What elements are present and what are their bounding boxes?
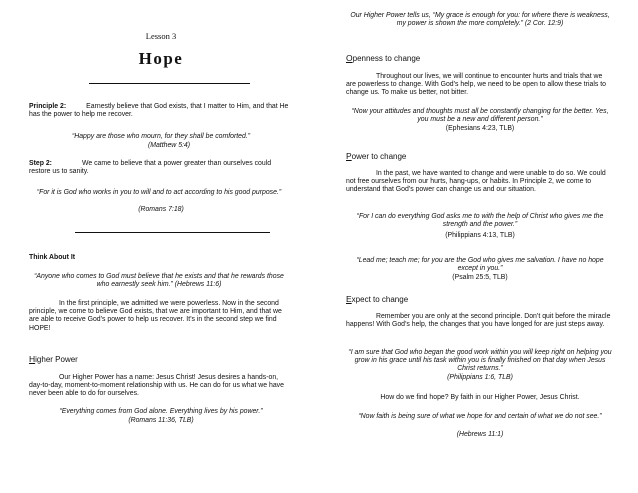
- title-rule: [89, 83, 250, 84]
- expect-quote: “I am sure that God who began the good work within you will keep right on helping you grow in his grace until his task within you is finally finished on that day when Jesus Christ returns.”: [348, 349, 612, 373]
- expect-ref-2: (Hebrews 11:1): [456, 431, 504, 438]
- expect-paragraph: Remember you are only at the second principle. Don’t quit before the miracle happens! With God’s help, the changes that you have longed for are just steps away.: [346, 313, 611, 329]
- power-heading: [346, 151, 406, 161]
- page-title: Hope: [138, 49, 184, 68]
- step-text: We came to believe that a power greater than ourselves could restore us to sanity.: [29, 160, 272, 176]
- higher-power-ref: (Romans 11:36, TLB): [128, 417, 194, 424]
- expect-ref: (Philippians 1:6, TLB): [447, 374, 513, 381]
- higher-power-quote: “Everything comes from God alone. Everything lives by his power.”: [59, 408, 263, 415]
- openness-initial: O: [346, 53, 353, 63]
- beatitude-quote: “Happy are those who mourn, for they shall be comforted.”: [71, 133, 251, 140]
- higher-power-heading-rest: igher Power: [35, 355, 78, 364]
- principle-2: [29, 103, 291, 119]
- power-initial: P: [346, 151, 352, 161]
- openness-paragraph: Throughout our lives, we will continue to encounter hurts and trials that we are powerless to change. With God’s help, we need to be open to allow these trials to change us. To make us better, not bitter.: [346, 73, 606, 97]
- power-heading-rest: ower to change: [351, 152, 407, 161]
- expect-initial: E: [346, 294, 352, 304]
- power-quote: “For I can do everything God asks me to with the help of Christ who gives me the strength and the power.”: [356, 213, 604, 229]
- intro-quote: Our Higher Power tells us, “My grace is enough for you: for where there is weakness, my power is shown the more completely.” (2 Cor. 12:9): [350, 12, 610, 28]
- step-verse-ref: (Romans 7:18): [138, 206, 184, 213]
- section-rule: [75, 232, 270, 233]
- beatitude-ref: (Matthew 5:4): [147, 142, 191, 149]
- lesson-number: Lesson 3: [145, 31, 177, 41]
- expect-quote-2: “Now faith is being sure of what we hope for and certain of what we do not see.”: [358, 413, 602, 420]
- power-ref: (Philippians 4:13, TLB): [445, 232, 515, 239]
- openness-heading-rest: penness to change: [352, 54, 421, 63]
- step-verse-quote: “For it is God who works in you to will and to act according to his good purpose.”: [36, 189, 282, 196]
- think-about-it-heading: Think About It: [29, 254, 76, 261]
- think-about-it-paragraph: In the first principle, we admitted we were powerless. Now in the second principle, we come to believe God exists, that we are important to Him, and that we are able to receive God’s power to help us recover. It’s in the second step we find HOPE!: [29, 300, 282, 332]
- power-quote-2: “Lead me; teach me; for you are the God who gives me salvation. I have no hope except in you.”: [356, 257, 604, 273]
- higher-power-paragraph: Our Higher Power has a name: Jesus Christ! Jesus desires a hands-on, day-to-day, moment-to-moment relationship with us. He can do for us what we have never been able to do for ourselves.: [29, 374, 284, 398]
- power-ref-2: (Psalm 25:5, TLB): [452, 274, 508, 281]
- expect-question: How do we find hope? By faith in our Higher Power, Jesus Christ.: [380, 394, 580, 401]
- openness-quote: “Now your attitudes and thoughts must all be constantly changing for the better. Yes, you must be a new and different person.”: [351, 108, 609, 124]
- expect-heading-rest: xpect to change: [351, 295, 409, 304]
- think-about-it-quote: “Anyone who comes to God must believe that he exists and that he rewards those who earnestly seek him.” (Hebrews 11:6): [34, 273, 284, 289]
- step-label: Step 2:: [29, 160, 52, 167]
- expect-heading: [346, 294, 408, 304]
- step-2: [29, 160, 291, 176]
- principle-label: Principle 2:: [29, 103, 67, 110]
- higher-power-initial: H: [29, 354, 36, 364]
- openness-heading: [346, 53, 420, 63]
- power-paragraph: In the past, we have wanted to change and were unable to do so. We could not free ourselves from our hurts, hang-ups, or habits. In Principle 2, we come to understand that God’s power can change us and our situation.: [346, 170, 606, 194]
- openness-ref: (Ephesians 4:23, TLB): [445, 125, 515, 132]
- higher-power-heading: [29, 354, 78, 364]
- principle-text: Earnestly believe that God exists, that I matter to Him, and that He has the power to help me recover.: [29, 103, 289, 119]
